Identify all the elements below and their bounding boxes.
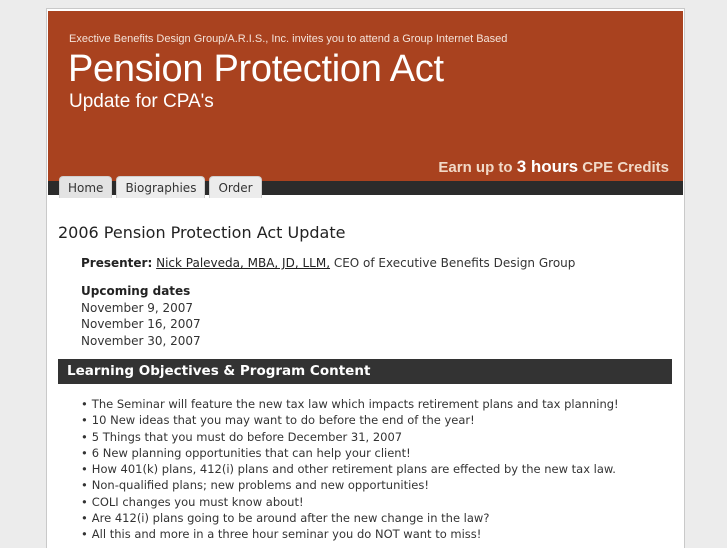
content-heading: 2006 Pension Protection Act Update [58,223,346,242]
page-subtitle: Update for CPA's [69,91,214,112]
nav-tabs [59,176,262,198]
date-item: November 9, 2007 [81,300,194,315]
page-title: Pension Protection Act [68,48,444,90]
list-item: • 5 Things that you must do before December 31, 2007 [81,429,619,445]
presenter-label: Presenter: [81,256,153,270]
upcoming-dates [81,283,201,349]
tab-home[interactable]: Home [59,176,112,198]
list-item: • 6 New planning opportunities that can help your client! [81,445,619,461]
presenter-link[interactable]: Nick Paleveda, MBA, JD, LLM, [156,256,331,270]
tab-order[interactable]: Order [209,176,261,198]
cpe-hours: 3 hours [516,157,579,176]
header-banner [48,11,683,181]
cpe-prefix: Earn up to [438,159,517,176]
cpe-credits-text [438,157,669,177]
list-item: • All this and more in a three hour seminar you do NOT want to miss! [81,526,619,542]
list-item: • How 401(k) plans, 412(i) plans and other retirement plans are effected by the new tax law. [81,461,619,477]
list-item: • 10 New ideas that you may want to do before the end of the year! [81,412,619,428]
list-item: • COLI changes you must know about! [81,494,619,510]
list-item: • Are 412(i) plans going to be around after the new change in the law? [81,510,619,526]
objectives-list [81,396,619,543]
dates-label: Upcoming dates [81,284,191,298]
list-item: • Non-qualified plans; new problems and new opportunities! [81,477,619,493]
page-container [46,8,685,548]
cpe-suffix: CPE Credits [578,159,669,176]
date-item: November 30, 2007 [81,333,201,348]
tab-biographies[interactable]: Biographies [116,176,205,198]
section-title-bar: Learning Objectives & Program Content [58,359,672,384]
invite-text: Exective Benefits Design Group/A.R.I.S., Inc. invites you to attend a Group Internet Based [69,33,508,45]
presenter-role: CEO of Executive Benefits Design Group [330,256,576,270]
date-item: November 16, 2007 [81,317,201,331]
list-item: • The Seminar will feature the new tax law which impacts retirement plans and tax planning! [81,396,619,412]
presenter-line [81,256,575,270]
